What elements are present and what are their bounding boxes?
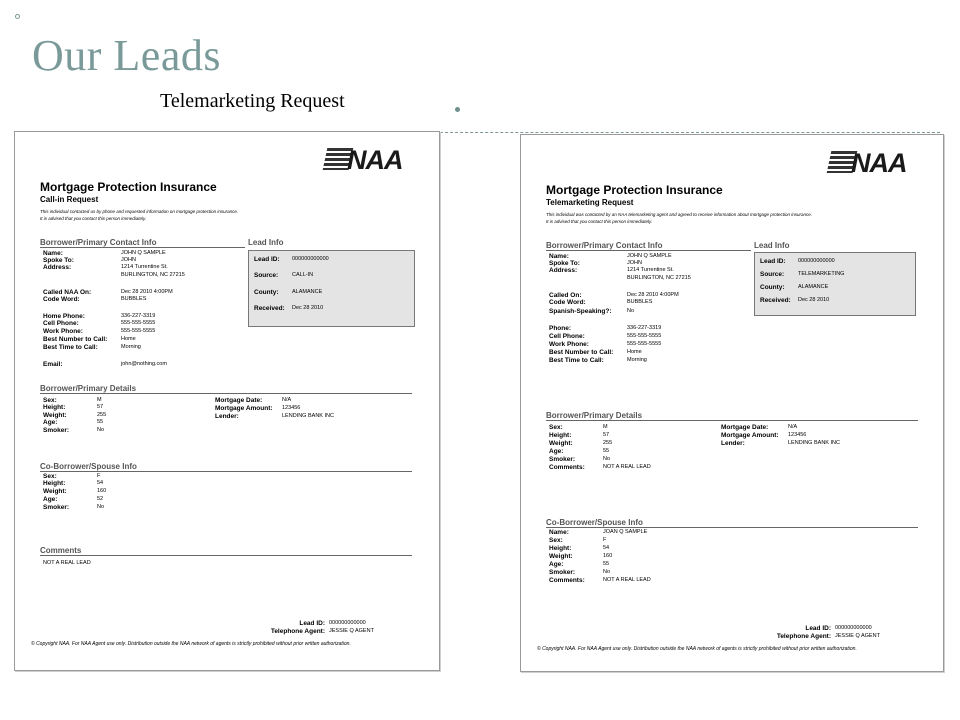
field-value: 160 xyxy=(97,488,107,494)
section-rule xyxy=(40,471,412,472)
section-rule xyxy=(546,420,918,421)
section-rule xyxy=(40,393,412,394)
field-value: JOHN Q SAMPLE xyxy=(121,250,166,256)
field-label: Sex: xyxy=(549,537,563,544)
field-label: Smoker: xyxy=(43,504,70,511)
field-value: CALL-IN xyxy=(292,272,314,279)
field-label: Height: xyxy=(43,480,66,487)
field-value: john@nothing.com xyxy=(121,361,167,367)
field-value: JOAN Q SAMPLE xyxy=(603,529,648,535)
field-value: 555-555-5555 xyxy=(121,320,156,326)
field-label: Lead ID: xyxy=(805,625,831,632)
document-subtitle: Call-in Request xyxy=(40,195,99,204)
field-value: 000000000000 xyxy=(798,258,835,264)
field-label: Sex: xyxy=(549,424,563,431)
copyright-notice: © Copyright NAA. For NAA Agent use only. Distribution outside the NAA network of agents is strictly prohibited without prior written authorization. xyxy=(537,646,857,652)
field-value: 55 xyxy=(97,419,104,425)
field-value: 52 xyxy=(97,496,104,502)
field-label: Address: xyxy=(549,267,578,274)
field-label: Lead ID: xyxy=(299,620,325,627)
field-value: F xyxy=(603,537,607,543)
field-value: No xyxy=(627,308,635,314)
section-heading-contact: Borrower/Primary Contact Info xyxy=(40,238,157,247)
field-label: Comments: xyxy=(549,464,585,471)
field-value: Morning xyxy=(627,357,647,363)
field-label: Height: xyxy=(549,545,572,552)
field-value: 000000000000 xyxy=(835,625,872,631)
field-label: Mortgage Amount: xyxy=(721,432,779,439)
field-label: Name: xyxy=(549,529,569,536)
section-heading-details: Borrower/Primary Details xyxy=(546,411,643,420)
field-label: Received: xyxy=(760,297,791,304)
section-heading-lead: Lead Info xyxy=(248,238,284,247)
intro-line: This individual was contacted by an NAA telemarketing agent and agreed to receive information about mortgage protection insurance. xyxy=(546,212,812,217)
field-value: Dec 28 2010 4:00PM xyxy=(627,292,679,298)
field-label: Code Word: xyxy=(43,296,80,303)
field-value: 57 xyxy=(97,404,104,410)
field-label: Mortgage Date: xyxy=(215,397,263,404)
field-value: LENDING BANK INC xyxy=(788,440,840,446)
naa-logo xyxy=(325,146,417,174)
intro-text xyxy=(40,208,320,222)
section-heading-coborrower: Co-Borrower/Spouse Info xyxy=(546,518,643,527)
field-label: Telephone Agent: xyxy=(270,628,325,635)
telemarketing-request-document xyxy=(520,134,944,672)
field-label: Mortgage Amount: xyxy=(215,405,273,412)
field-label: Age: xyxy=(549,448,564,455)
field-label: Lender: xyxy=(721,440,745,447)
field-label: Spoke To: xyxy=(549,260,580,267)
field-label: Source: xyxy=(254,272,279,280)
field-label: Comments: xyxy=(549,577,585,584)
field-value: BURLINGTON, NC 27215 xyxy=(627,275,691,281)
lead-info-box xyxy=(248,250,415,327)
field-value: JOHN xyxy=(121,257,136,263)
field-value: 54 xyxy=(97,480,104,486)
field-label: Source: xyxy=(760,271,785,278)
section-heading-coborrower: Co-Borrower/Spouse Info xyxy=(40,462,137,471)
field-label: Smoker: xyxy=(549,456,576,463)
field-label: Height: xyxy=(549,432,572,439)
field-value: 555-555-5555 xyxy=(121,328,156,334)
field-value: 55 xyxy=(603,448,610,454)
field-value: M xyxy=(603,424,608,430)
field-value: 336-227-3319 xyxy=(121,313,156,319)
document-subtitle: Telemarketing Request xyxy=(546,198,634,207)
bullet-dot-icon xyxy=(15,14,20,19)
field-label: Height: xyxy=(43,404,66,411)
field-label: Lead ID: xyxy=(760,258,786,265)
field-value: BUBBLES xyxy=(627,299,653,305)
field-value: N/A xyxy=(788,424,798,430)
field-value: No xyxy=(97,504,105,510)
field-label: Address: xyxy=(43,264,72,271)
field-value: Morning xyxy=(121,344,141,350)
field-label: Age: xyxy=(549,561,564,568)
field-label: Lender: xyxy=(215,413,239,420)
section-heading-details: Borrower/Primary Details xyxy=(40,384,137,393)
field-value: 1214 Turrentine St. xyxy=(627,267,674,273)
field-label: Weight: xyxy=(43,412,67,419)
section-heading-lead: Lead Info xyxy=(754,241,790,250)
field-value: 123456 xyxy=(788,432,807,438)
intro-line: It is advised that you contact this person immediately. xyxy=(40,216,147,221)
field-label: Mortgage Date: xyxy=(721,424,769,431)
field-value: LENDING BANK INC xyxy=(282,413,334,419)
call-in-request-document xyxy=(14,131,440,671)
field-label: Called On: xyxy=(549,292,582,299)
field-label: Work Phone: xyxy=(549,341,589,348)
document-title: Mortgage Protection Insurance xyxy=(546,183,723,197)
field-label: Sex: xyxy=(43,397,57,404)
field-value: 000000000000 xyxy=(329,620,366,626)
field-label: Phone: xyxy=(549,325,572,332)
comments-text: NOT A REAL LEAD xyxy=(43,560,91,566)
field-value: F xyxy=(97,473,101,479)
field-value: 555-555-5555 xyxy=(627,341,662,347)
field-label: Smoker: xyxy=(43,427,70,434)
field-value: NOT A REAL LEAD xyxy=(603,577,651,583)
field-value: 57 xyxy=(603,432,610,438)
field-value: N/A xyxy=(282,397,292,403)
field-value: 255 xyxy=(603,440,613,446)
section-rule xyxy=(546,527,918,528)
field-label: Age: xyxy=(43,419,58,426)
logo-text: NAA xyxy=(851,148,907,178)
field-label: Weight: xyxy=(549,553,573,560)
field-value: 000000000000 xyxy=(292,256,329,262)
field-value: 55 xyxy=(603,561,610,567)
field-label: Lead ID: xyxy=(254,256,280,263)
field-value: No xyxy=(603,456,611,462)
field-label: Best Number to Call: xyxy=(43,336,108,343)
intro-line: It is advised that you contact this person immediately. xyxy=(546,219,653,224)
field-label: Weight: xyxy=(43,488,67,495)
field-value: 54 xyxy=(603,545,610,551)
section-heading-comments: Comments xyxy=(40,546,82,555)
field-value: ALAMANCE xyxy=(292,288,323,295)
logo-text: NAA xyxy=(347,145,403,175)
field-label: Spanish-Speaking?: xyxy=(549,308,612,315)
field-value: ALAMANCE xyxy=(798,284,829,290)
section-rule xyxy=(40,247,245,248)
copyright-notice: © Copyright NAA. For NAA Agent use only. Distribution outside the NAA network of agents is strictly prohibited without prior written authorization. xyxy=(31,641,351,647)
field-value: 160 xyxy=(603,553,613,559)
document-title: Mortgage Protection Insurance xyxy=(40,180,217,194)
bullet-dot-icon xyxy=(455,107,460,112)
dashed-divider xyxy=(440,132,940,133)
field-label: Received: xyxy=(254,304,285,312)
field-label: Called NAA On: xyxy=(43,289,92,296)
field-value: BUBBLES xyxy=(121,296,147,302)
field-value: Dec 28 2010 xyxy=(292,304,324,311)
field-label: County: xyxy=(760,284,785,291)
field-label: Sex: xyxy=(43,473,57,480)
field-value: 255 xyxy=(97,412,107,418)
slide-title: Our Leads xyxy=(32,31,221,80)
section-heading-contact: Borrower/Primary Contact Info xyxy=(546,241,663,250)
field-label: Spoke To: xyxy=(43,257,74,264)
field-label: Smoker: xyxy=(549,569,576,576)
field-value: M xyxy=(97,397,102,403)
section-rule xyxy=(40,555,412,556)
field-value: 336-227-3319 xyxy=(627,325,662,331)
field-label: Telephone Agent: xyxy=(776,633,831,640)
field-value: 555-555-5555 xyxy=(627,333,662,339)
field-label: Best Time to Call: xyxy=(549,357,604,364)
field-label: Email: xyxy=(43,361,63,368)
field-value: Home xyxy=(121,336,136,342)
field-value: Home xyxy=(627,349,642,355)
field-label: Cell Phone: xyxy=(43,320,79,327)
field-value: Dec 28 2010 xyxy=(798,297,830,303)
field-value: JESSIE Q AGENT xyxy=(835,633,880,639)
field-label: Name: xyxy=(549,253,569,260)
field-label: Best Number to Call: xyxy=(549,349,614,356)
field-value: JOHN Q SAMPLE xyxy=(627,253,672,259)
field-value: Dec 28 2010 4:00PM xyxy=(121,289,173,295)
field-label: Best Time to Call: xyxy=(43,344,98,351)
field-label: Cell Phone: xyxy=(549,333,585,340)
section-rule xyxy=(546,250,751,251)
field-value: No xyxy=(97,427,105,433)
field-value: JOHN xyxy=(627,260,642,266)
lead-info-box xyxy=(754,252,916,316)
field-label: County: xyxy=(254,288,279,296)
field-label: Age: xyxy=(43,496,58,503)
field-value: TELEMARKETING xyxy=(798,271,845,277)
field-value: JESSIE Q AGENT xyxy=(329,628,374,634)
field-label: Work Phone: xyxy=(43,328,83,335)
field-value: 1214 Turrentine St. xyxy=(121,264,168,270)
field-value: No xyxy=(603,569,611,575)
field-value: NOT A REAL LEAD xyxy=(603,464,651,470)
field-value: BURLINGTON, NC 27215 xyxy=(121,272,185,278)
field-label: Name: xyxy=(43,250,63,257)
intro-line: This individual contacted us by phone and requested information on mortgage protection insurance. xyxy=(40,209,239,214)
field-label: Code Word: xyxy=(549,299,586,306)
field-label: Home Phone: xyxy=(43,313,85,320)
slide-subtitle: Telemarketing Request xyxy=(160,90,345,112)
field-value: 123456 xyxy=(282,405,301,411)
naa-logo xyxy=(829,149,921,177)
field-label: Weight: xyxy=(549,440,573,447)
intro-text xyxy=(546,211,826,225)
